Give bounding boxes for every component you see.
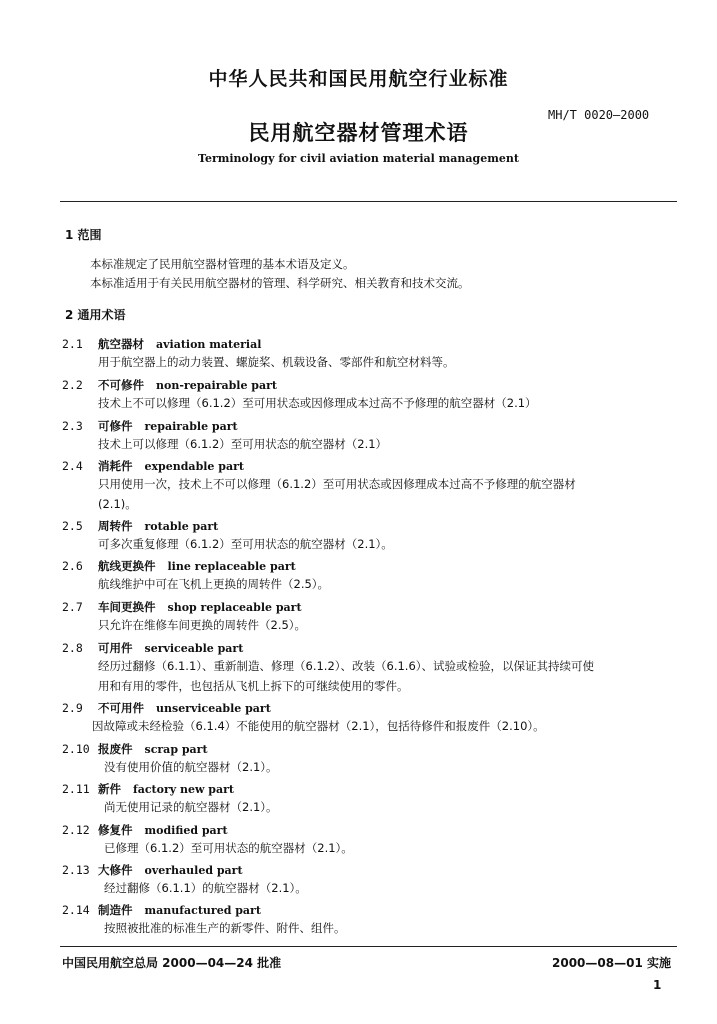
definition-line: 尚无使用记录的航空器材（2.1）。 [104, 800, 278, 814]
bottom-divider [60, 946, 677, 947]
term-number: 2.12 [62, 823, 90, 837]
term-definition [104, 757, 689, 777]
term-heading [62, 822, 682, 838]
term-english: overhauled part [144, 864, 243, 877]
term-number: 2.8 [62, 641, 83, 655]
term-heading [62, 458, 682, 474]
term-english: aviation material [156, 338, 262, 351]
definition-line: 经历过翻修（6.1.1）、重新制造、修理（6.1.2）、改装（6.1.6）、试验或检验，以保证其持续可使 [98, 659, 595, 673]
term-definition [98, 574, 683, 594]
term-heading [62, 599, 682, 615]
term-english: scrap part [144, 743, 208, 756]
term-english: modified part [144, 824, 228, 837]
term-chinese: 修复件 [98, 823, 133, 837]
term-definition [98, 474, 683, 514]
section-1-heading: 1 范围 [65, 228, 102, 242]
term-heading [62, 336, 682, 352]
term-heading [62, 418, 682, 434]
document-title: 民用航空器材管理术语 [248, 121, 469, 145]
term-definition [104, 918, 689, 938]
term-number: 2.11 [62, 782, 90, 796]
term-heading [62, 558, 682, 574]
section-1-paragraph-1: 本标准规定了民用航空器材管理的基本术语及定义。 [90, 257, 355, 271]
definition-line: 已修理（6.1.2）至可用状态的航空器材（2.1）。 [104, 841, 353, 855]
term-number: 2.3 [62, 419, 83, 433]
definition-line: 按照被批准的标准生产的新零件、附件、组件。 [104, 921, 346, 935]
term-heading [62, 518, 682, 534]
term-english: unserviceable part [156, 702, 271, 715]
term-definition [104, 878, 689, 898]
term-definition [98, 656, 683, 696]
definition-line: 用和有用的零件，也包括从飞机上拆下的可继续使用的零件。 [98, 679, 409, 693]
term-number: 2.7 [62, 600, 83, 614]
term-english: expendable part [144, 460, 244, 473]
term-heading [62, 700, 682, 716]
term-chinese: 不可修件 [98, 378, 144, 392]
term-chinese: 大修件 [98, 863, 133, 877]
document-title-english: Terminology for civil aviation material management [198, 152, 519, 165]
term-chinese: 报废件 [98, 742, 133, 756]
standard-code: MH/T 0020—2000 [548, 108, 650, 122]
definition-line: 经过翻修（6.1.1）的航空器材（2.1）。 [104, 881, 307, 895]
term-number: 2.10 [62, 742, 90, 756]
term-number: 2.13 [62, 863, 90, 877]
term-heading [62, 781, 682, 797]
term-definition [92, 716, 677, 736]
implementation-date: 2000—08—01 实施 [552, 956, 671, 970]
term-english: manufactured part [144, 904, 261, 917]
term-definition [98, 393, 683, 413]
term-heading [62, 902, 682, 918]
term-chinese: 航空器材 [98, 337, 144, 351]
term-english: repairable part [144, 420, 238, 433]
definition-line: 航线维护中可在飞机上更换的周转件（2.5）。 [98, 577, 330, 591]
term-number: 2.9 [62, 701, 83, 715]
term-chinese: 周转件 [98, 519, 133, 533]
term-chinese: 可修件 [98, 419, 133, 433]
term-chinese: 新件 [98, 782, 121, 796]
term-english: serviceable part [144, 642, 244, 655]
term-number: 2.6 [62, 559, 83, 573]
term-heading [62, 640, 682, 656]
definition-line: 用于航空器上的动力装置、螺旋桨、机载设备、零部件和航空材料等。 [98, 355, 455, 369]
page-number: 1 [653, 978, 662, 992]
top-divider [60, 201, 677, 202]
term-definition [98, 352, 683, 372]
term-english: non-repairable part [156, 379, 278, 392]
term-definition [98, 534, 683, 554]
definition-line: 因故障或未经检验（6.1.4）不能使用的航空器材（2.1），包括待修件和报废件（2.10）。 [92, 719, 545, 733]
term-definition [104, 797, 689, 817]
term-chinese: 车间更换件 [98, 600, 156, 614]
term-number: 2.4 [62, 459, 83, 473]
section-1-paragraph-2: 本标准适用于有关民用航空器材的管理、科学研究、相关教育和技术交流。 [90, 276, 470, 290]
term-chinese: 不可用件 [98, 701, 144, 715]
definition-line: 可多次重复修理（6.1.2）至可用状态的航空器材（2.1）。 [98, 537, 393, 551]
term-number: 2.14 [62, 903, 90, 917]
term-english: factory new part [133, 783, 234, 796]
term-chinese: 消耗件 [98, 459, 133, 473]
term-heading [62, 741, 682, 757]
term-english: shop replaceable part [167, 601, 302, 614]
term-english: rotable part [144, 520, 219, 533]
term-chinese: 制造件 [98, 903, 133, 917]
term-heading [62, 862, 682, 878]
term-heading [62, 377, 682, 393]
definition-line: (2.1)。 [98, 497, 137, 511]
standard-header: 中华人民共和国民用航空行业标准 [208, 68, 509, 90]
definition-line: 没有使用价值的航空器材（2.1）。 [104, 760, 278, 774]
term-number: 2.5 [62, 519, 83, 533]
section-2-heading: 2 通用术语 [65, 308, 126, 322]
term-number: 2.2 [62, 378, 83, 392]
term-chinese: 航线更换件 [98, 559, 156, 573]
term-definition [98, 615, 683, 635]
definition-line: 只用使用一次，技术上不可以修理（6.1.2）至可用状态或因修理成本过高不予修理的航空器材 [98, 477, 576, 491]
definition-line: 技术上可以修理（6.1.2）至可用状态的航空器材（2.1） [98, 437, 388, 451]
definition-line: 技术上不可以修理（6.1.2）至可用状态或因修理成本过高不予修理的航空器材（2.1） [98, 396, 537, 410]
term-definition [98, 434, 683, 454]
definition-line: 只允许在维修车间更换的周转件（2.5）。 [98, 618, 307, 632]
approval-info: 中国民用航空总局 2000—04—24 批准 [62, 956, 282, 970]
term-chinese: 可用件 [98, 641, 133, 655]
term-number: 2.1 [62, 337, 83, 351]
term-english: line replaceable part [167, 560, 296, 573]
term-definition [104, 838, 689, 858]
